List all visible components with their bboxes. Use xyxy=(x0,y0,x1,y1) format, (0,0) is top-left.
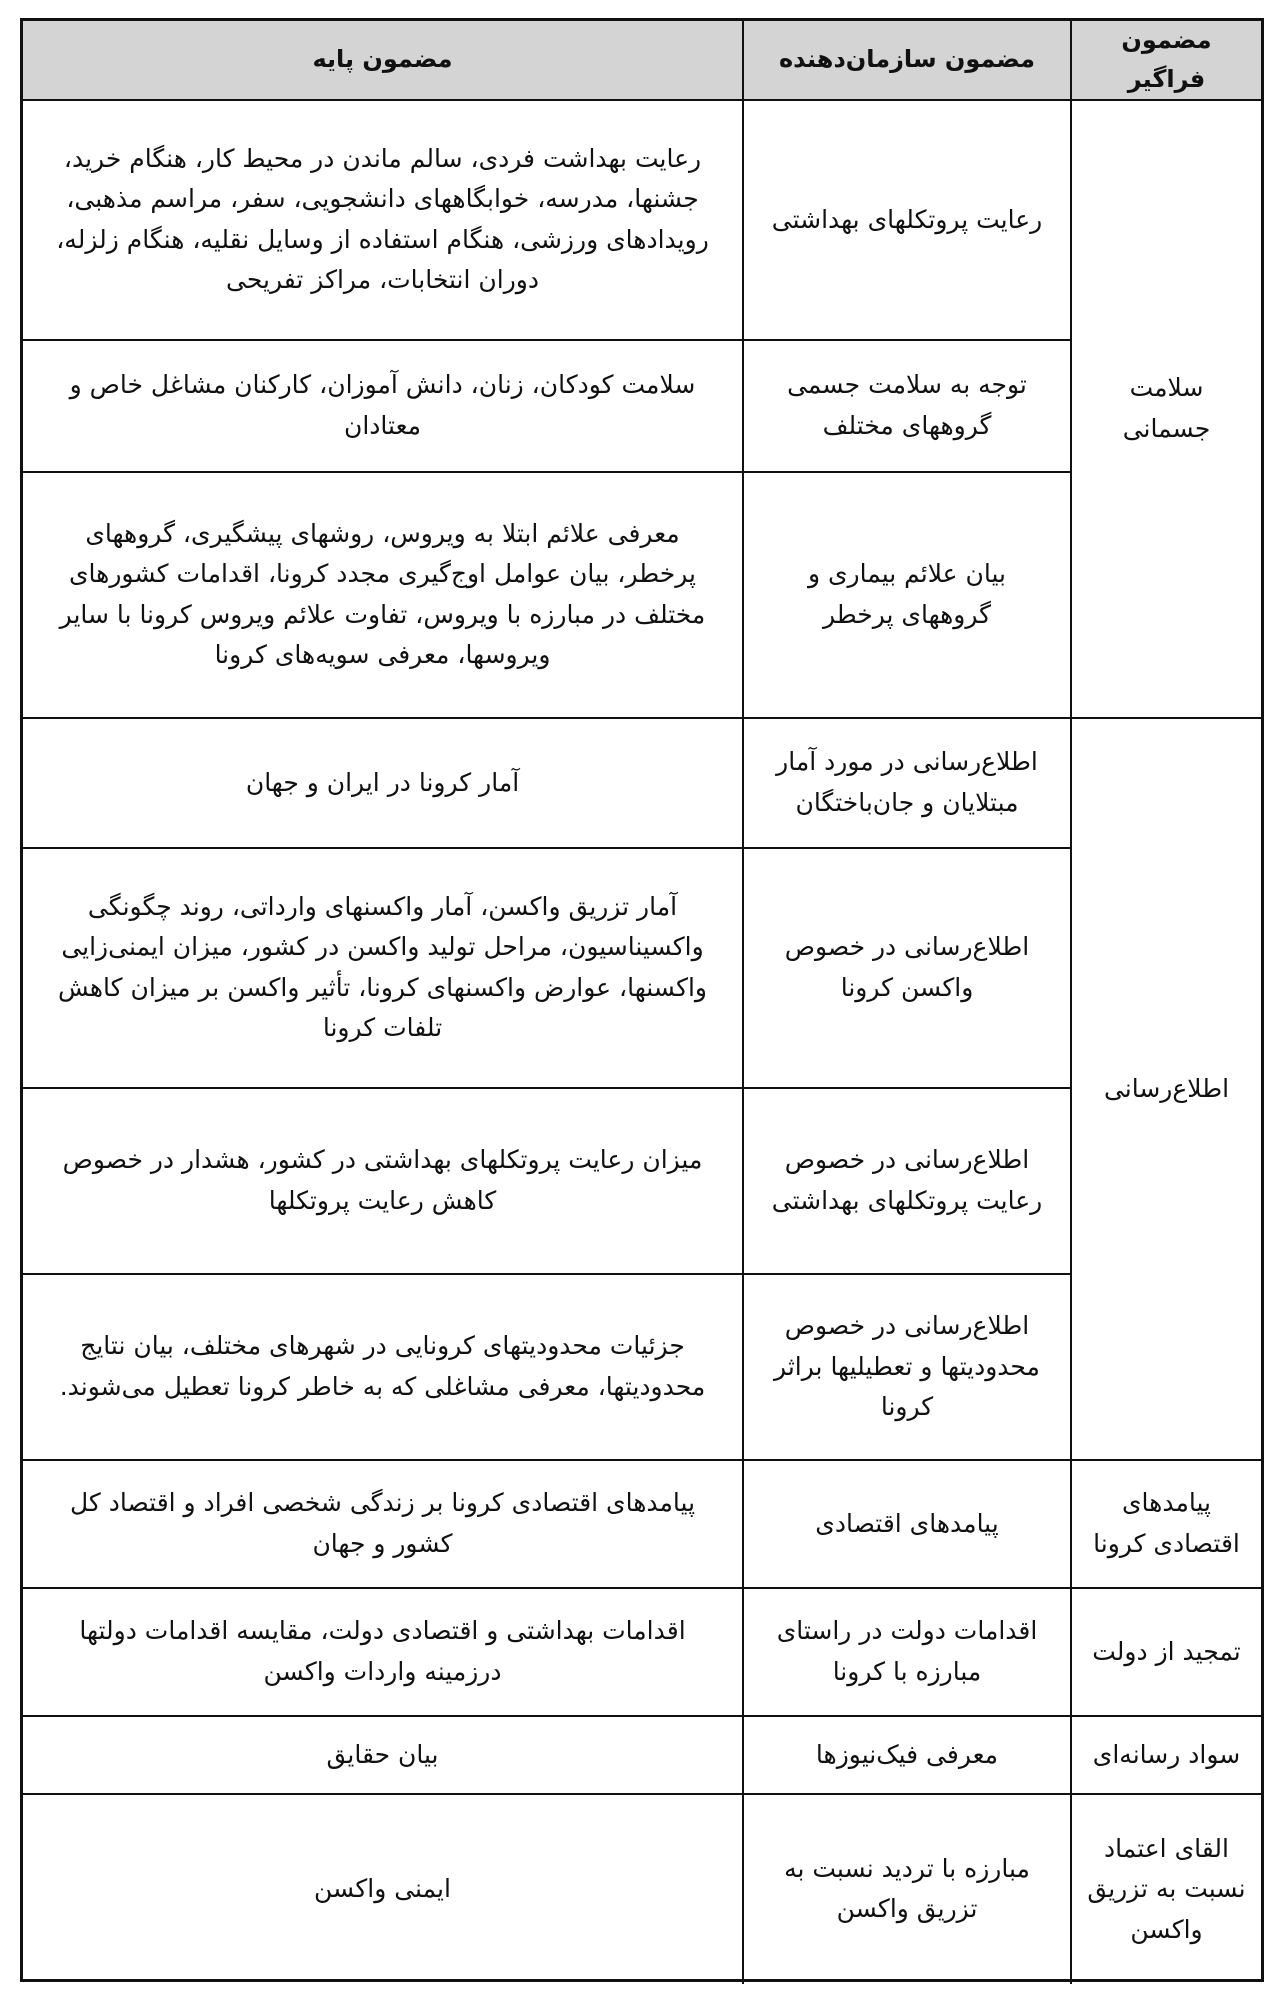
table-row xyxy=(23,100,1261,340)
basic-theme-cell: سلامت کودکان، زنان، دانش آموزان، کارکنان مشاغل خاص و معتادان xyxy=(23,340,743,472)
organizing-theme-cell: اطلاع‌رسانی در خصوص محدودیتها و تعطیلیها براثر کرونا xyxy=(743,1274,1071,1460)
basic-theme-cell: آمار کرونا در ایران و جهان xyxy=(23,718,743,848)
organizing-theme-cell: بیان علائم بیماری و گروههای پرخطر xyxy=(743,472,1071,718)
overarching-theme-cell: اطلاع‌رسانی xyxy=(1071,718,1261,1460)
overarching-theme-cell: تمجید از دولت xyxy=(1071,1588,1261,1716)
organizing-theme-cell: اطلاع‌رسانی در مورد آمار مبتلایان و جان‌باختگان xyxy=(743,718,1071,848)
basic-theme-cell: میزان رعایت پروتکلهای بهداشتی در کشور، هشدار در خصوص کاهش رعایت پروتکلها xyxy=(23,1088,743,1274)
organizing-theme-cell: معرفی فیک‌نیوزها xyxy=(743,1716,1071,1794)
organizing-theme-cell: اقدامات دولت در راستای مبارزه با کرونا xyxy=(743,1588,1071,1716)
header-overarching-theme: مضمون فراگیر xyxy=(1071,21,1261,100)
basic-theme-cell: رعایت بهداشت فردی، سالم ماندن در محیط کار، هنگام خرید، جشنها، مدرسه، خوابگاههای دانشجویی، سفر، مراسم مذهبی، رویدادهای ورزشی، هنگام استفاده از وسایل نقلیه، هنگام زلزله، دوران انتخابات، مراکز تفریحی xyxy=(23,100,743,340)
basic-theme-cell: آمار تزریق واکسن، آمار واکسنهای وارداتی، روند چگونگی واکسیناسیون، مراحل تولید واکسن در کشور، میزان ایمنی‌زایی واکسنها، عوارض واکسنهای کرونا، تأثیر واکسن بر میزان کاهش تلفات کرونا xyxy=(23,848,743,1088)
header-row xyxy=(23,21,1261,100)
basic-theme-cell: اقدامات بهداشتی و اقتصادی دولت، مقایسه اقدامات دولتها درزمینه واردات واکسن xyxy=(23,1588,743,1716)
basic-theme-cell: معرفی علائم ابتلا به ویروس، روشهای پیشگیری، گروههای پرخطر، بیان عوامل اوج‌گیری مجدد کرونا، اقدامات کشورهای مختلف در مبارزه با ویروس، تفاوت علائم ویروس کرونا با سایر ویروسها، معرفی سویه‌های کرونا xyxy=(23,472,743,718)
organizing-theme-cell: مبارزه با تردید نسبت به تزریق واکسن xyxy=(743,1794,1071,1984)
table-row xyxy=(23,1460,1261,1588)
table-row xyxy=(23,718,1261,848)
organizing-theme-cell: رعایت پروتکلهای بهداشتی xyxy=(743,100,1071,340)
themes-table xyxy=(23,21,1261,1984)
overarching-theme-cell: پیامدهای اقتصادی کرونا xyxy=(1071,1460,1261,1588)
overarching-theme-cell: سواد رسانه‌ای xyxy=(1071,1716,1261,1794)
overarching-theme-cell: سلامت جسمانی xyxy=(1071,100,1261,718)
basic-theme-cell: جزئیات محدودیتهای کرونایی در شهرهای مختلف، بیان نتایج محدودیتها، معرفی مشاغلی که به خاطر کرونا تعطیل می‌شوند. xyxy=(23,1274,743,1460)
header-basic-theme: مضمون پایه xyxy=(23,21,743,100)
basic-theme-cell: پیامدهای اقتصادی کرونا بر زندگی شخصی افراد و اقتصاد کل کشور و جهان xyxy=(23,1460,743,1588)
basic-theme-cell: ایمنی واکسن xyxy=(23,1794,743,1984)
themes-table-frame xyxy=(20,18,1264,1982)
organizing-theme-cell: توجه به سلامت جسمی گروههای مختلف xyxy=(743,340,1071,472)
overarching-theme-cell: القای اعتماد نسبت به تزریق واکسن xyxy=(1071,1794,1261,1984)
basic-theme-cell: بیان حقایق xyxy=(23,1716,743,1794)
organizing-theme-cell: اطلاع‌رسانی در خصوص واکسن کرونا xyxy=(743,848,1071,1088)
table-row xyxy=(23,1794,1261,1984)
organizing-theme-cell: پیامدهای اقتصادی xyxy=(743,1460,1071,1588)
organizing-theme-cell: اطلاع‌رسانی در خصوص رعایت پروتکلهای بهداشتی xyxy=(743,1088,1071,1274)
header-organizing-theme: مضمون سازمان‌دهنده xyxy=(743,21,1071,100)
table-row xyxy=(23,1716,1261,1794)
table-row xyxy=(23,1588,1261,1716)
